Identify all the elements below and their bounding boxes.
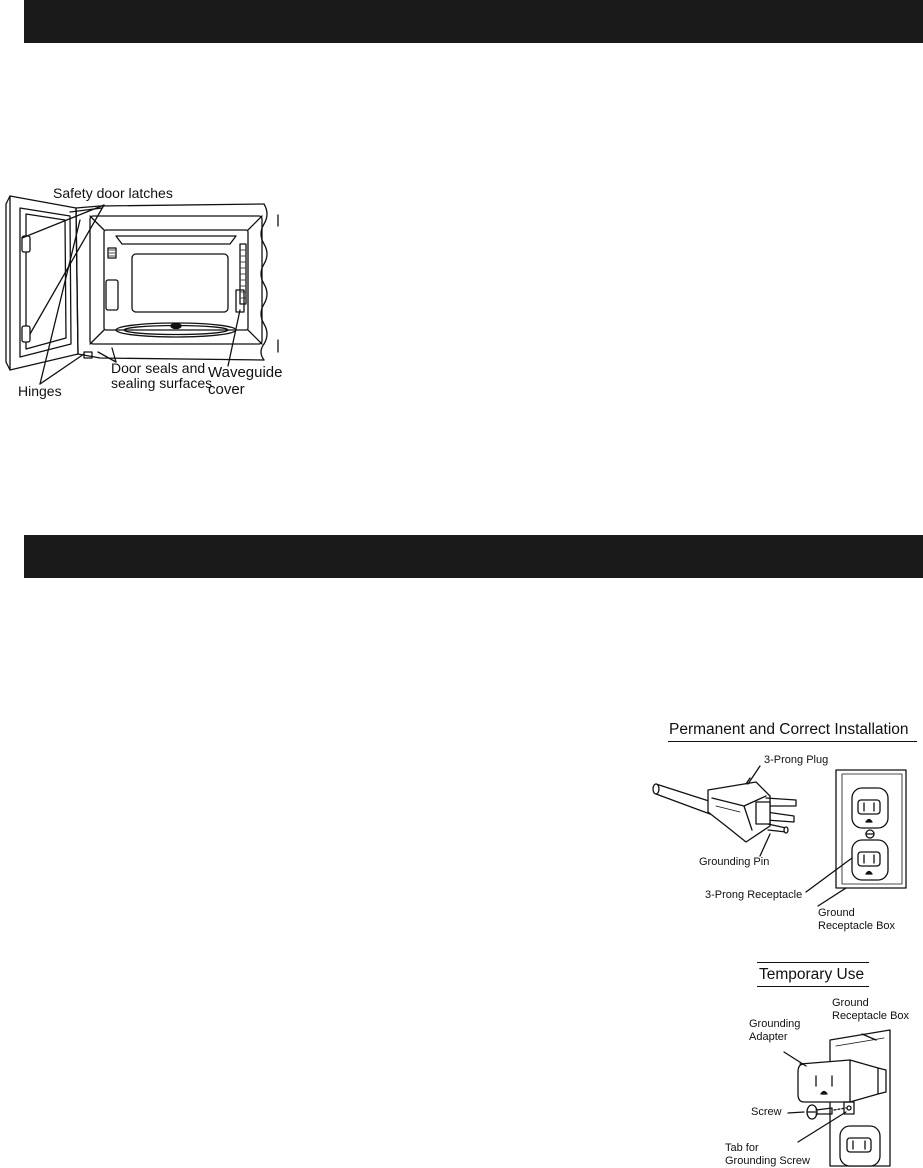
label-ground-box-line2: Receptacle Box <box>818 920 896 932</box>
heading-underline <box>757 986 869 987</box>
label-tab-line1: Tab for <box>725 1142 759 1154</box>
label-hinges: Hinges <box>18 383 62 399</box>
label-ground-box-line1: Ground <box>818 907 855 919</box>
label-grounding-adapter-line2: Adapter <box>749 1031 788 1043</box>
label-waveguide-line1: Waveguide <box>208 364 283 381</box>
section-header-bar-top <box>24 0 923 43</box>
label-door-seals-line2: sealing surfaces <box>111 375 213 391</box>
section-header-bar-grounding <box>24 535 923 578</box>
label-grounding-pin: Grounding Pin <box>699 856 770 868</box>
label-3-prong-plug: 3-Prong Plug <box>764 754 829 766</box>
label-temp-box-line2: Receptacle Box <box>832 1010 910 1022</box>
label-door-seals-line1: Door seals and <box>111 360 206 376</box>
label-waveguide-line2: cover <box>208 381 245 398</box>
heading-permanent-installation: Permanent and Correct Installation <box>669 721 909 738</box>
label-3-prong-receptacle: 3-Prong Receptacle <box>705 889 803 901</box>
label-safety-door-latches: Safety door latches <box>53 185 173 201</box>
label-temp-box-line1: Ground <box>832 997 869 1009</box>
heading-underline <box>668 741 917 742</box>
label-screw: Screw <box>751 1106 782 1118</box>
heading-overline <box>757 962 869 963</box>
label-tab-line2: Grounding Screw <box>725 1155 810 1167</box>
label-grounding-adapter-line1: Grounding <box>749 1018 801 1030</box>
plug-and-receptacle-diagram <box>650 750 920 910</box>
heading-temporary-use: Temporary Use <box>759 966 865 983</box>
